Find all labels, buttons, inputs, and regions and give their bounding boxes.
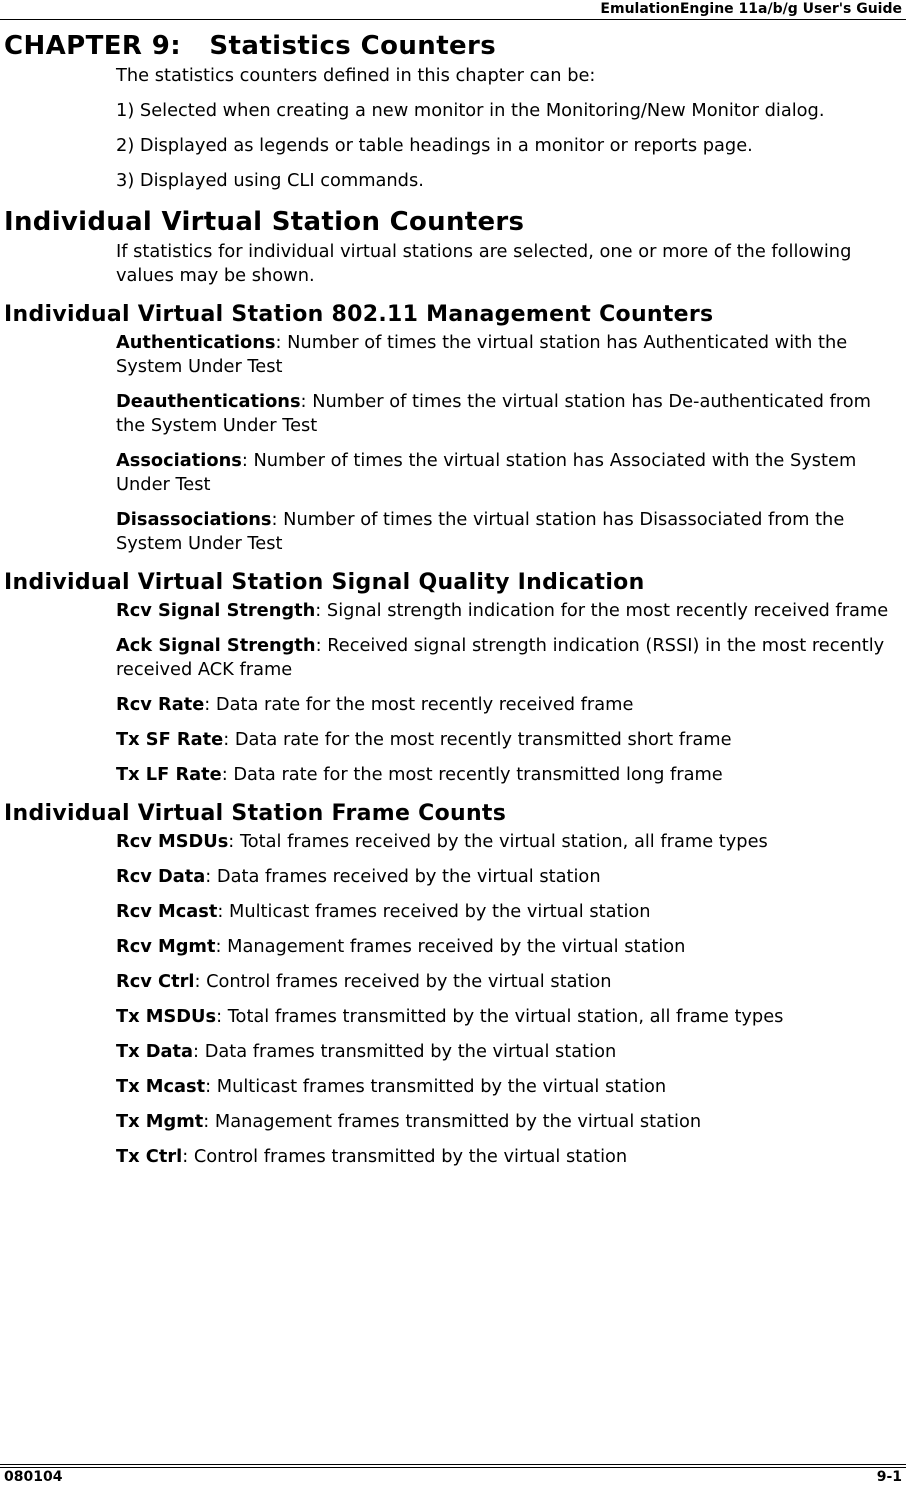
term-label: Rcv Rate [116, 694, 205, 715]
management-item [116, 449, 890, 497]
frames-item [116, 970, 890, 994]
management-item [116, 331, 890, 379]
term-description: : Control frames received by the virtual station [194, 971, 612, 992]
management-item [116, 390, 890, 438]
term-description: : Management frames transmitted by the virtual station [203, 1111, 702, 1132]
frames-item [116, 1145, 890, 1169]
frames-item [116, 1110, 890, 1134]
term-description: : Multicast frames transmitted by the virtual station [205, 1076, 667, 1097]
term-label: Tx Data [116, 1041, 194, 1062]
term-label: Rcv Ctrl [116, 971, 195, 992]
term-label: Tx SF Rate [116, 729, 224, 750]
term-description: : Number of times the virtual station has Associated with the System Under Test [116, 450, 857, 495]
footer-rule [0, 1467, 906, 1468]
term-label: Ack Signal Strength [116, 635, 316, 656]
term-description: : Management frames received by the virtual station [215, 936, 686, 957]
footer-rule [0, 1464, 906, 1465]
frames-item [116, 1040, 890, 1064]
term-description: : Signal strength indication for the most recently received frame [315, 600, 889, 621]
term-description: : Data frames transmitted by the virtual station [193, 1041, 617, 1062]
term-label: Rcv Data [116, 866, 206, 887]
term-description: : Data rate for the most recently transmitted long frame [221, 764, 723, 785]
section-intro: If statistics for individual virtual stations are selected, one or more of the following values may be shown. [116, 241, 852, 286]
frames-item [116, 1005, 890, 1029]
frames-item [116, 865, 890, 889]
frames-title: Individual Virtual Station Frame Counts [4, 801, 507, 826]
frames-item [116, 900, 890, 924]
footer-doc-number: 080104 [4, 1469, 63, 1485]
term-label: Disassociations [116, 509, 272, 530]
chapter-intro-2: 1) Selected when creating a new monitor in the Monitoring/New Monitor dialog. [116, 100, 825, 121]
term-description: : Number of times the virtual station has De-authenticated from the System Under Test [116, 391, 871, 436]
term-label: Tx MSDUs [116, 1006, 217, 1027]
term-description: : Data rate for the most recently transmitted short frame [223, 729, 732, 750]
term-label: Tx Mcast [116, 1076, 206, 1097]
term-description: : Data rate for the most recently received frame [204, 694, 634, 715]
term-label: Rcv Mgmt [116, 936, 216, 957]
section-title: Individual Virtual Station Counters [4, 207, 525, 237]
chapter-intro-4: 3) Displayed using CLI commands. [116, 170, 424, 191]
term-description: : Control frames transmitted by the virtual station [182, 1146, 628, 1167]
footer-page-number: 9-1 [876, 1469, 902, 1485]
term-description: : Total frames transmitted by the virtual station, all frame types [216, 1006, 784, 1027]
chapter-intro-3: 2) Displayed as legends or table headings in a monitor or reports page. [116, 135, 753, 156]
term-label: Tx Ctrl [116, 1146, 183, 1167]
running-header: EmulationEngine 11a/b/g User's Guide [600, 1, 902, 17]
term-description: : Number of times the virtual station has Authenticated with the System Under Test [116, 332, 848, 377]
signal-item [116, 693, 890, 717]
frames-item [116, 935, 890, 959]
chapter-title: CHAPTER 9: Statistics Counters [4, 31, 497, 61]
frames-item [116, 830, 890, 854]
term-label: Rcv MSDUs [116, 831, 229, 852]
term-label: Authentications [116, 332, 276, 353]
term-label: Tx Mgmt [116, 1111, 204, 1132]
term-description: : Data frames received by the virtual station [205, 866, 601, 887]
signal-item [116, 763, 890, 787]
signal-item [116, 728, 890, 752]
signal-item [116, 599, 890, 623]
term-label: Rcv Signal Strength [116, 600, 316, 621]
term-description: : Multicast frames received by the virtual station [217, 901, 651, 922]
signal-title: Individual Virtual Station Signal Quality Indication [4, 570, 645, 595]
term-label: Deauthentications [116, 391, 301, 412]
term-description: : Number of times the virtual station has Disassociated from the System Under Test [116, 509, 845, 554]
term-description: : Received signal strength indication (RSSI) in the most recently received ACK frame [116, 635, 885, 680]
term-label: Tx LF Rate [116, 764, 222, 785]
frames-item [116, 1075, 890, 1099]
header-rule [0, 19, 906, 20]
term-label: Associations [116, 450, 242, 471]
term-description: : Total frames received by the virtual station, all frame types [228, 831, 768, 852]
term-label: Rcv Mcast [116, 901, 218, 922]
page-content [0, 28, 906, 1180]
management-title: Individual Virtual Station 802.11 Management Counters [4, 302, 714, 327]
management-item [116, 508, 890, 556]
chapter-intro-1: The statistics counters defined in this chapter can be: [116, 65, 596, 86]
signal-item [116, 634, 890, 682]
